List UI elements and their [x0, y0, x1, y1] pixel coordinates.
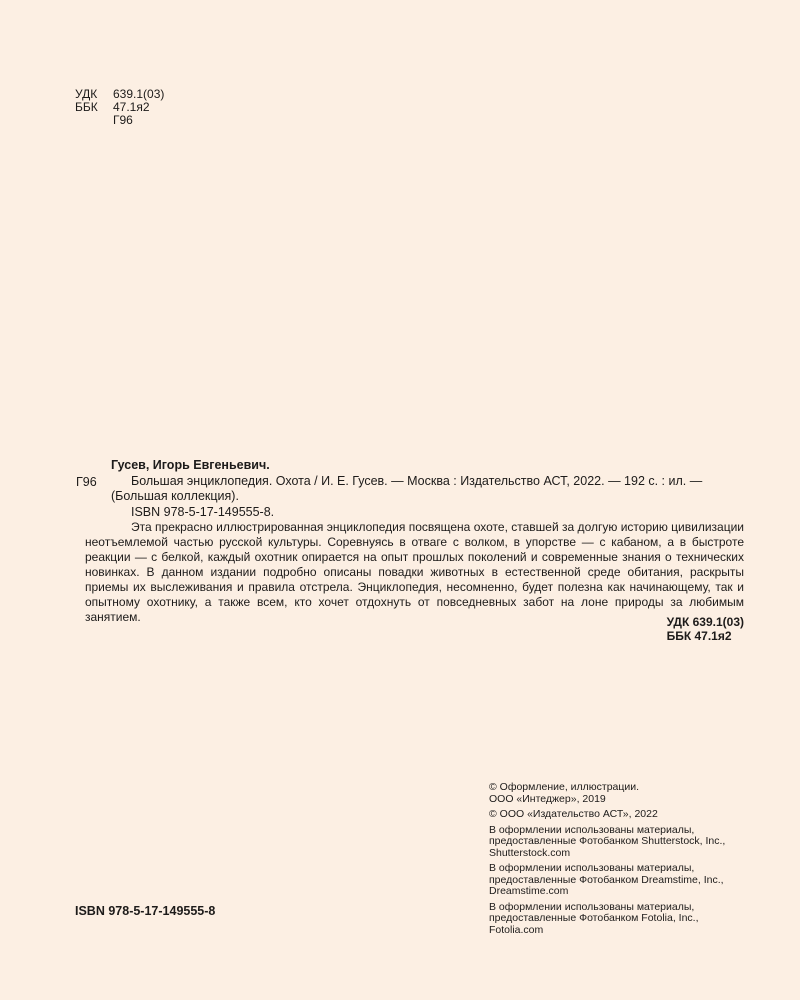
udk-label: УДК	[75, 87, 98, 101]
classification-right	[667, 615, 744, 643]
title-statement: Большая энциклопедия. Охота / И. Е. Гусев. — Москва : Издательство АСТ, 2022. — 192 с. : ил. — (Большая коллекция).	[111, 474, 703, 503]
rights-publisher: © ООО «Издательство АСТ», 2022	[489, 808, 658, 820]
bbk-label: ББК	[75, 100, 98, 114]
rights-shutterstock: В оформлении использованы материалы, предоставленные Фотобанком Shutterstock, Inc., Shutterstock.com	[489, 823, 726, 859]
isbn-line: ISBN 978-5-17-149555-8.	[131, 505, 275, 519]
bbk-right: ББК 47.1я2	[666, 629, 732, 643]
bbk-value: 47.1я2	[113, 100, 150, 114]
udk-value: 639.1(03)	[113, 87, 165, 101]
udk-right: УДК 639.1(03)	[666, 615, 744, 629]
annotation: Эта прекрасно иллюстрированная энциклопедия посвящена охоте, ставшей за долгую историю цивилизации неотъемлемой частью русской культуры. Соревнуясь в отваге с волком, в упорстве — с кабаном, а в быстроте реакции — с белкой, каждый охотник опирается на опыт прошлых поколений и современные знания о технических новинках. В данном издании подробно описаны повадки животных в естественной среде обитания, раскрыты приемы их выслеживания и правила отстрела. Энциклопедия, несомненно, будет полезна как начинающему, так и опытному охотнику, а также всем, кто хочет отдохнуть от повседневных забот на лоне природы за любимым занятием.	[85, 520, 744, 624]
rights-design: © Оформление, иллюстрации. ООО «Интеджер», 2019	[489, 781, 640, 805]
cutter-value: Г96	[113, 113, 133, 127]
rights-fotolia: В оформлении использованы материалы, предоставленные Фотобанком Fotolia, Inc., Fotolia.com	[489, 900, 699, 936]
cutter-mark: Г96	[76, 475, 97, 489]
rights-dreamstime: В оформлении использованы материалы, предоставленные Фотобанком Dreamstime, Inc., Dreamstime.com	[489, 862, 724, 897]
rights-block	[489, 782, 749, 940]
isbn-bottom: ISBN 978-5-17-149555-8	[75, 904, 216, 918]
classification-block	[75, 88, 164, 127]
author-heading: Гусев, Игорь Евгеньевич.	[111, 458, 270, 472]
